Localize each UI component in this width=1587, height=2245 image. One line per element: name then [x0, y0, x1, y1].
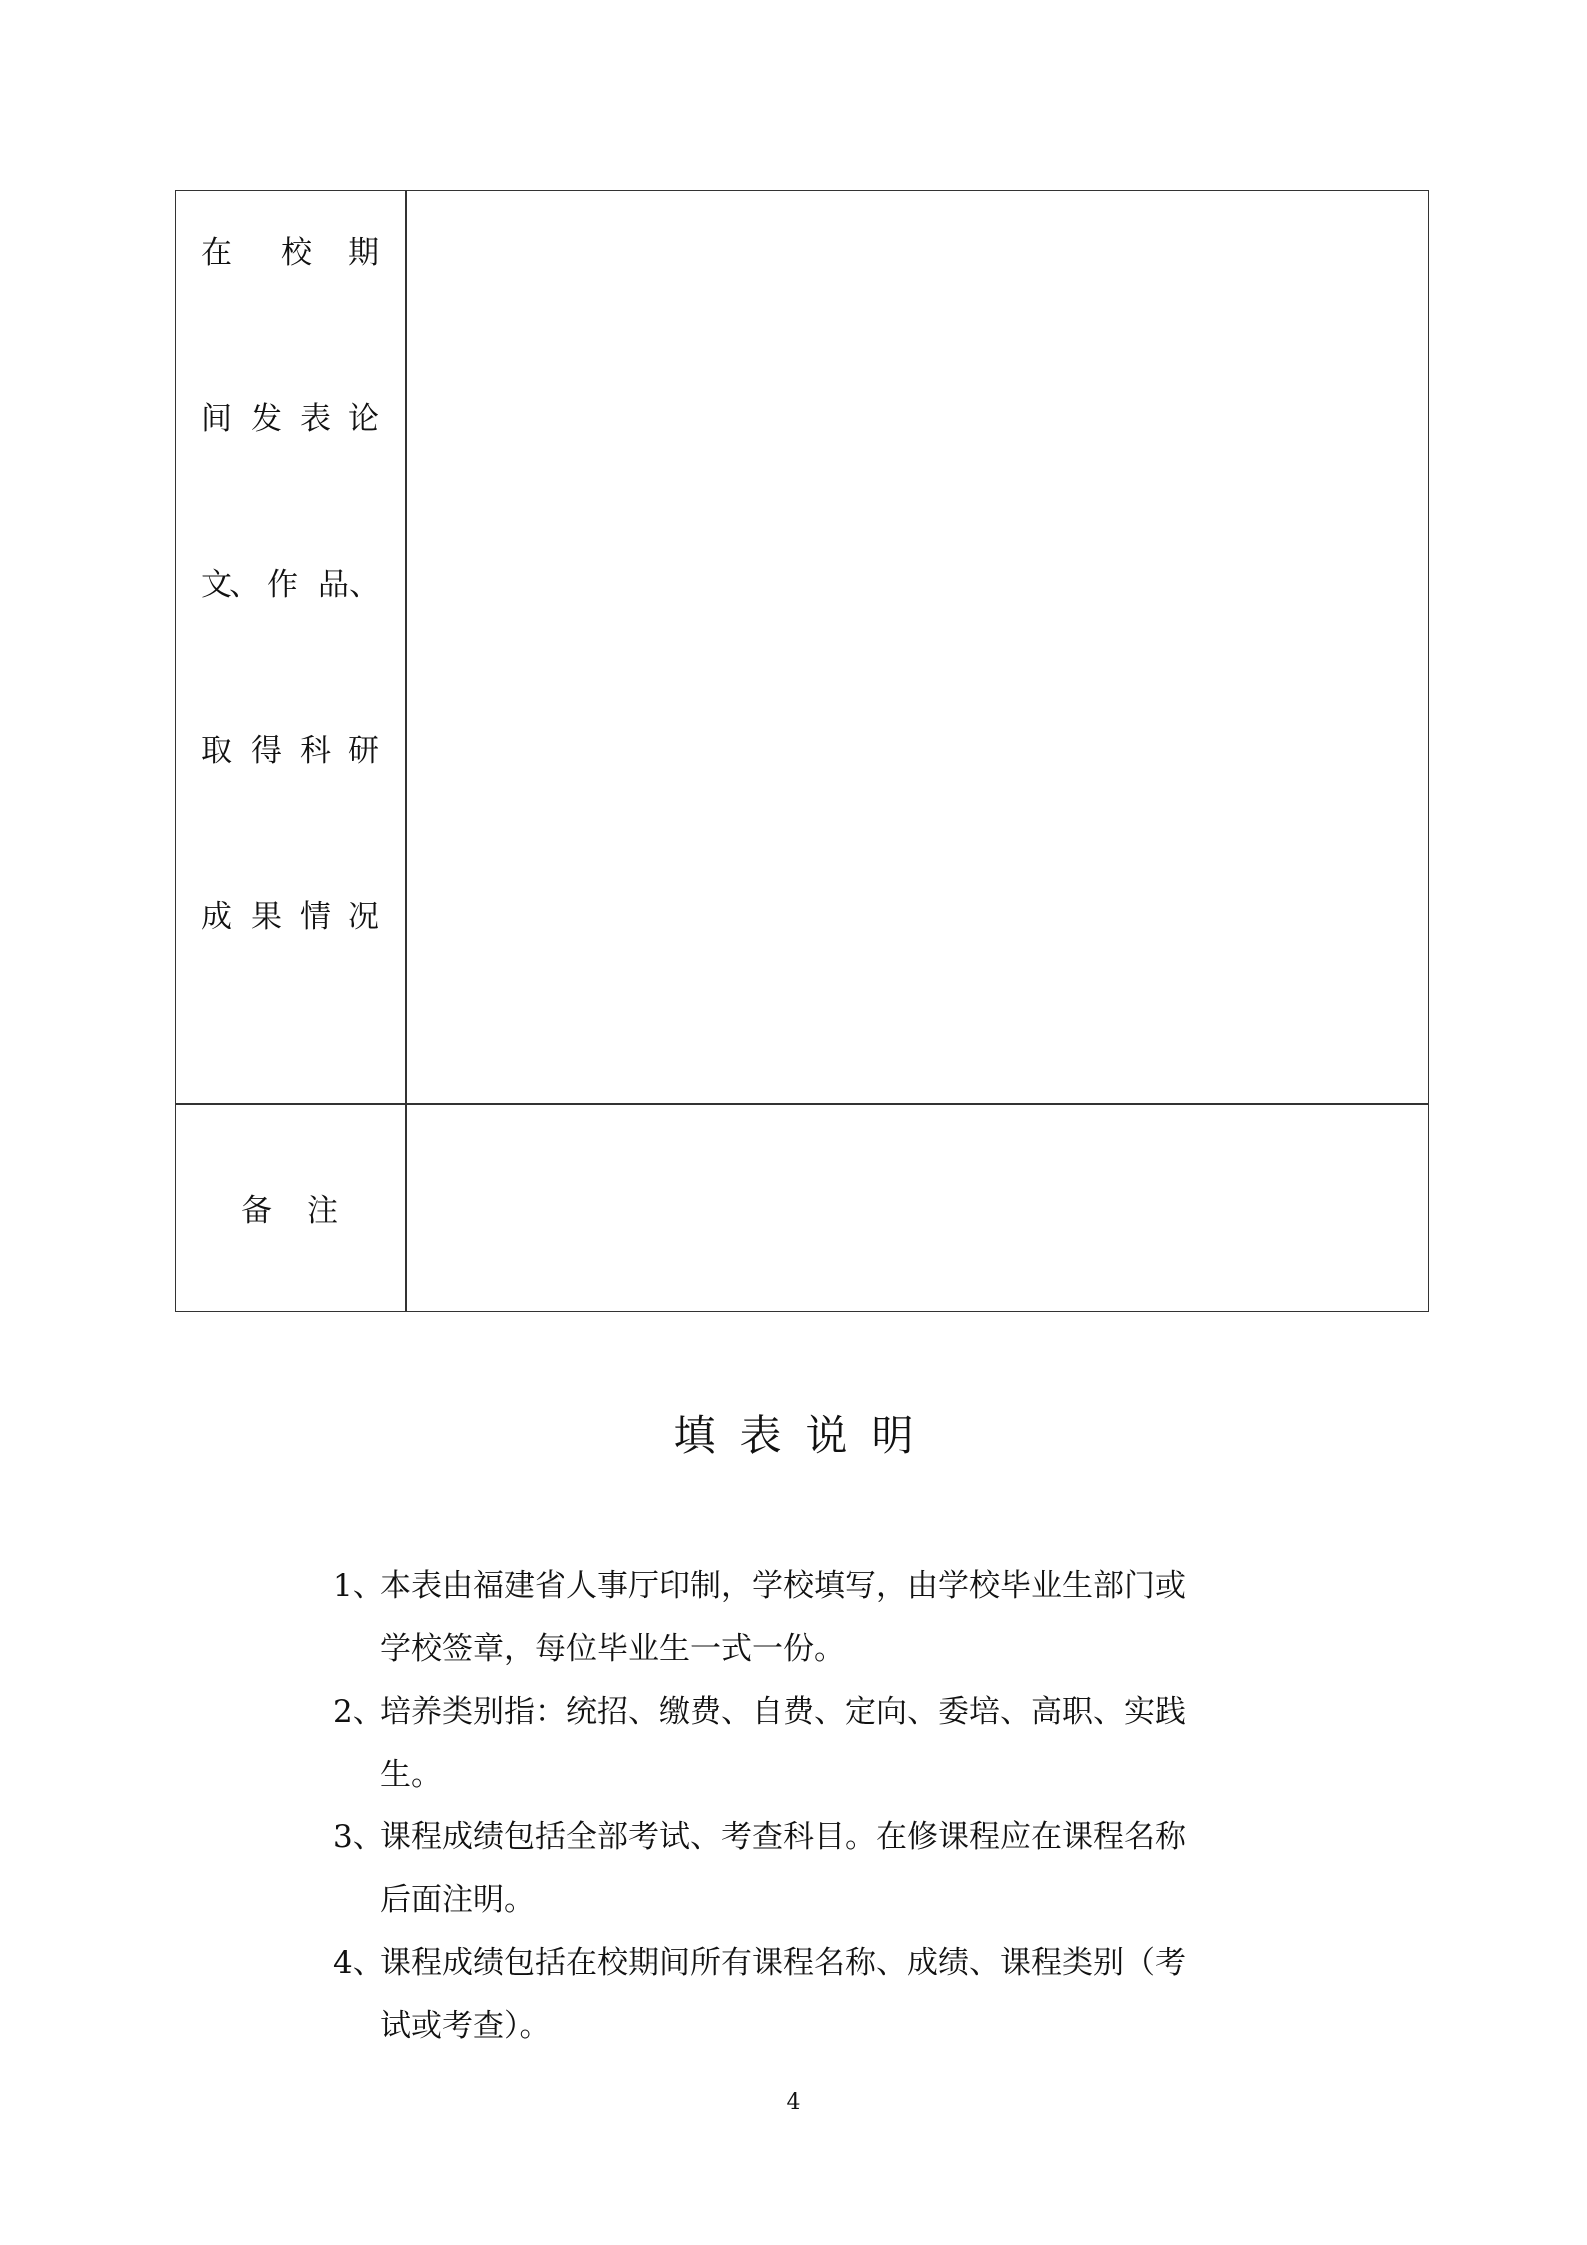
label-char: 品 [318, 567, 349, 603]
instruction-number: 3、 [333, 1819, 384, 1855]
label-char: 间 [201, 401, 232, 437]
label-char: 文 [201, 567, 232, 603]
instruction-item-3 [333, 1806, 1193, 1932]
label-char: 发 [251, 401, 282, 437]
instruction-text: 课程成绩包括在校期间所有课程名称、成绩、课程类别（考试或考查）。 [380, 1945, 1186, 2044]
instruction-text: 课程成绩包括全部考试、考查科目。在修课程应在课程名称后面注明。 [380, 1819, 1186, 1918]
label-char: 取 [201, 733, 232, 769]
page-number: 4 [786, 2090, 801, 2115]
label-char: 在 [201, 235, 232, 271]
instruction-text: 本表由福建省人事厅印制，学校填写，由学校毕业生部门或学校签章，每位毕业生一式一份。 [380, 1568, 1186, 1667]
label-char: 表 [300, 401, 331, 437]
label-char: 成 [201, 899, 232, 935]
instruction-item-1 [333, 1555, 1193, 1681]
instructions-title: 填表说明 [673, 1411, 938, 1460]
instruction-item-2 [333, 1681, 1193, 1807]
instruction-item-4 [333, 1932, 1193, 2058]
label-char: 备 [241, 1193, 272, 1229]
label-char: 情 [300, 899, 331, 935]
graduate-form-table [175, 190, 1429, 1312]
label-char: 作 [267, 567, 298, 603]
instruction-number: 1、 [333, 1568, 384, 1604]
label-char: 果 [251, 899, 282, 935]
remarks-fill-area[interactable] [407, 1105, 1428, 1311]
label-char: 况 [348, 899, 379, 935]
instruction-number: 2、 [333, 1694, 384, 1730]
label-char: 、 [229, 567, 260, 603]
label-char: 得 [251, 733, 282, 769]
instruction-number: 4、 [333, 1945, 384, 1981]
instruction-text: 培养类别指：统招、缴费、自费、定向、委培、高职、实践生。 [380, 1694, 1186, 1793]
label-char: 校 [281, 235, 312, 271]
label-char: 注 [307, 1193, 338, 1229]
label-char: 、 [349, 567, 380, 603]
label-char: 研 [348, 733, 379, 769]
label-char: 论 [348, 401, 379, 437]
label-char: 期 [348, 235, 379, 271]
label-char: 科 [300, 733, 331, 769]
achievements-fill-area[interactable] [407, 191, 1428, 1103]
